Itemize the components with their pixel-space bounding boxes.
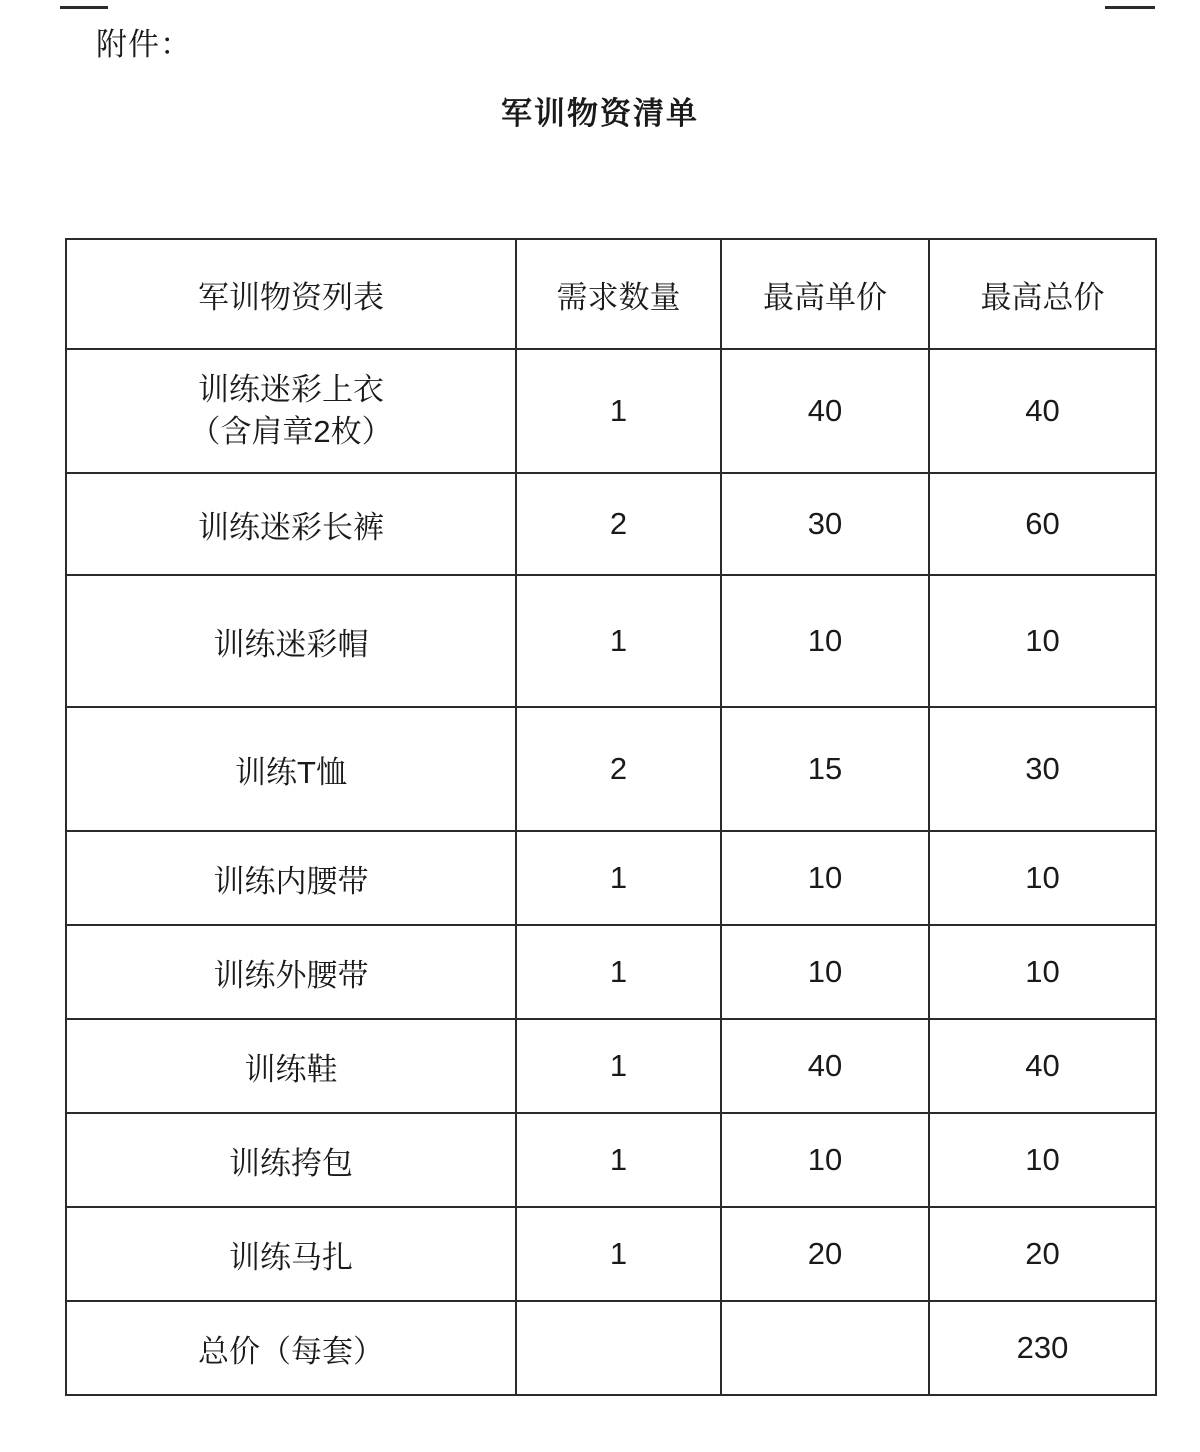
top-rule-left-decoration [60, 6, 108, 9]
cell-quantity: 1 [516, 575, 721, 707]
cell-item-name [66, 349, 516, 473]
column-header-total-price: 最高总价 [929, 239, 1156, 349]
column-header-name: 军训物资列表 [66, 239, 516, 349]
cell-total-price: 10 [929, 831, 1156, 925]
cell-item-name: 训练外腰带 [66, 925, 516, 1019]
cell-quantity: 1 [516, 1019, 721, 1113]
table-row [66, 575, 1156, 707]
cell-item-name: 训练迷彩帽 [66, 575, 516, 707]
table-row-total [66, 1301, 1156, 1395]
cell-unit-price [721, 1301, 929, 1395]
cell-item-name: 训练迷彩长裤 [66, 473, 516, 575]
cell-quantity: 2 [516, 473, 721, 575]
cell-total-price: 60 [929, 473, 1156, 575]
cell-total-price: 230 [929, 1301, 1156, 1395]
table-row [66, 1207, 1156, 1301]
cell-item-name-line1: 训练迷彩上衣 [198, 372, 384, 408]
table-row [66, 1113, 1156, 1207]
cell-total-price: 40 [929, 1019, 1156, 1113]
table-header-row [66, 239, 1156, 349]
table-row [66, 831, 1156, 925]
cell-quantity: 1 [516, 349, 721, 473]
table-row [66, 473, 1156, 575]
cell-item-name: 训练马扎 [66, 1207, 516, 1301]
cell-unit-price: 10 [721, 575, 929, 707]
cell-unit-price: 10 [721, 1113, 929, 1207]
cell-total-price: 40 [929, 349, 1156, 473]
attachment-label: 附件： [96, 27, 192, 62]
cell-total-price: 20 [929, 1207, 1156, 1301]
cell-quantity [516, 1301, 721, 1395]
cell-total-label: 总价（每套） [66, 1301, 516, 1395]
column-header-unit-price: 最高单价 [721, 239, 929, 349]
table-row [66, 707, 1156, 831]
column-header-quantity: 需求数量 [516, 239, 721, 349]
page-title: 军训物资清单 [501, 96, 699, 131]
cell-item-name: 训练内腰带 [66, 831, 516, 925]
cell-item-name: 训练T恤 [66, 707, 516, 831]
cell-total-price: 10 [929, 1113, 1156, 1207]
cell-unit-price: 10 [721, 925, 929, 1019]
cell-item-name: 训练挎包 [66, 1113, 516, 1207]
cell-unit-price: 40 [721, 1019, 929, 1113]
table-row [66, 925, 1156, 1019]
cell-item-name: 训练鞋 [66, 1019, 516, 1113]
cell-item-name-line2: （含肩章2枚） [189, 414, 393, 449]
military-training-supplies-table [65, 238, 1157, 1396]
cell-unit-price: 30 [721, 473, 929, 575]
cell-unit-price: 10 [721, 831, 929, 925]
table-row [66, 349, 1156, 473]
cell-unit-price: 40 [721, 349, 929, 473]
cell-total-price: 30 [929, 707, 1156, 831]
cell-quantity: 1 [516, 925, 721, 1019]
cell-quantity: 1 [516, 1113, 721, 1207]
cell-quantity: 1 [516, 831, 721, 925]
cell-total-price: 10 [929, 925, 1156, 1019]
cell-quantity: 2 [516, 707, 721, 831]
table-row [66, 1019, 1156, 1113]
cell-unit-price: 15 [721, 707, 929, 831]
cell-quantity: 1 [516, 1207, 721, 1301]
cell-unit-price: 20 [721, 1207, 929, 1301]
cell-total-price: 10 [929, 575, 1156, 707]
top-rule-right-decoration [1105, 6, 1155, 9]
